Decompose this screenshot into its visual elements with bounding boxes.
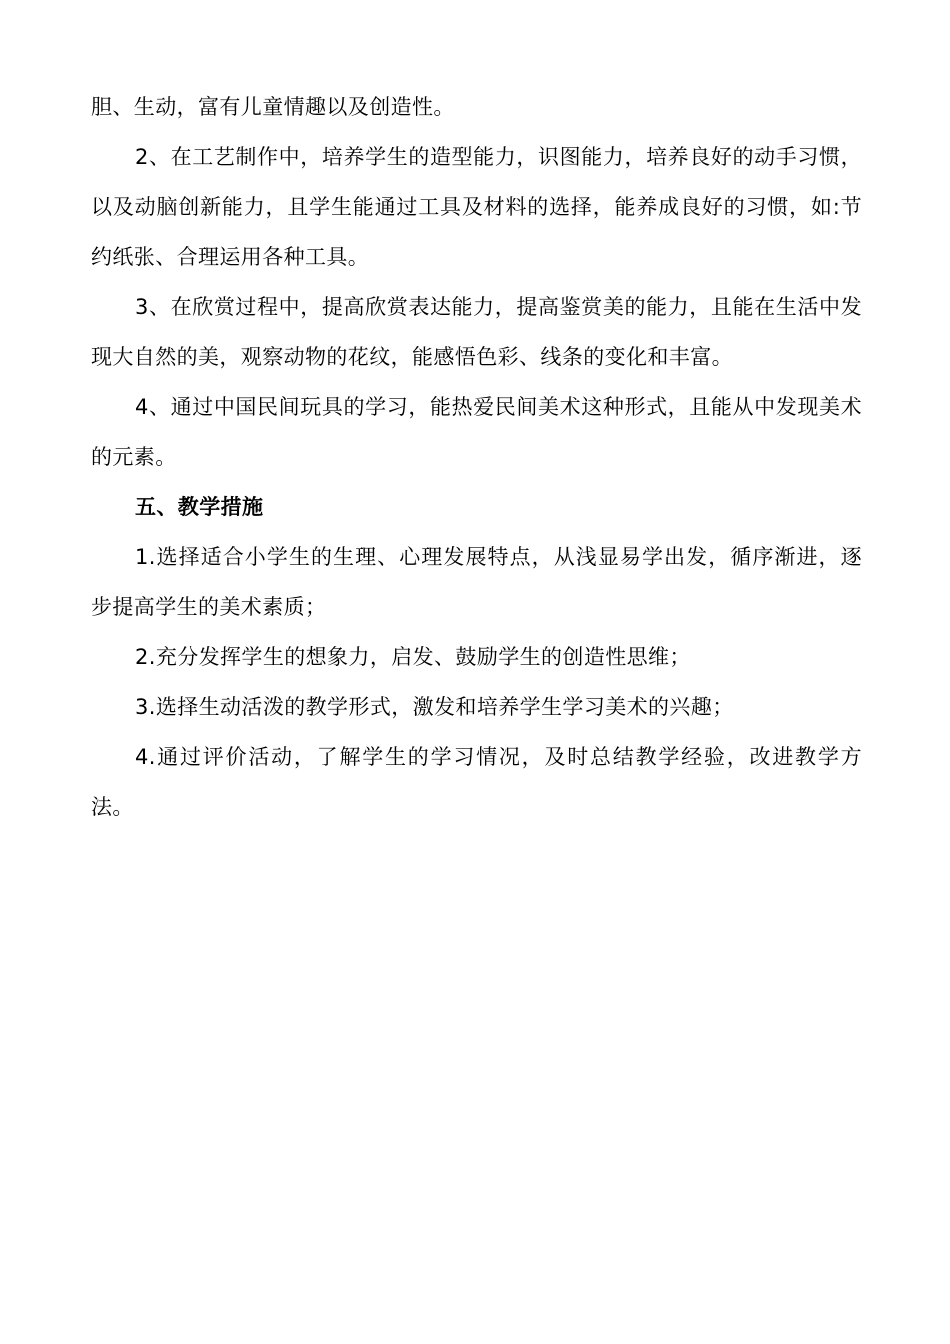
goal-item-3: 3、在欣赏过程中，提高欣赏表达能力，提高鉴赏美的能力，且能在生活中发现大自然的美，观察动物的花纹，能感悟色彩、线条的变化和丰富。 — [91, 295, 862, 369]
document-body — [91, 82, 862, 832]
measure-item-2: 2.充分发挥学生的想象力，启发、鼓励学生的创造性思维； — [135, 645, 691, 669]
measure-item-3: 3.选择生动活泼的教学形式，激发和培养学生学习美术的兴趣； — [135, 695, 734, 719]
continued-paragraph: 胆、生动，富有儿童情趣以及创造性。 — [91, 95, 455, 119]
measure-item-1: 1.选择适合小学生的生理、心理发展特点，从浅显易学出发，循序渐进，逐步提高学生的美术素质； — [91, 545, 862, 619]
goal-item-2: 2、在工艺制作中，培养学生的造型能力，识图能力，培养良好的动手习惯，以及动脑创新能力，且学生能通过工具及材料的选择，能养成良好的习惯，如:节约纸张、合理运用各种工具。 — [91, 145, 862, 269]
goal-item-4: 4、通过中国民间玩具的学习，能热爱民间美术这种形式，且能从中发现美术的元素。 — [91, 395, 862, 469]
section-heading: 五、教学措施 — [135, 495, 264, 519]
measure-item-4: 4.通过评价活动，了解学生的学习情况，及时总结教学经验，改进教学方法。 — [91, 745, 862, 819]
